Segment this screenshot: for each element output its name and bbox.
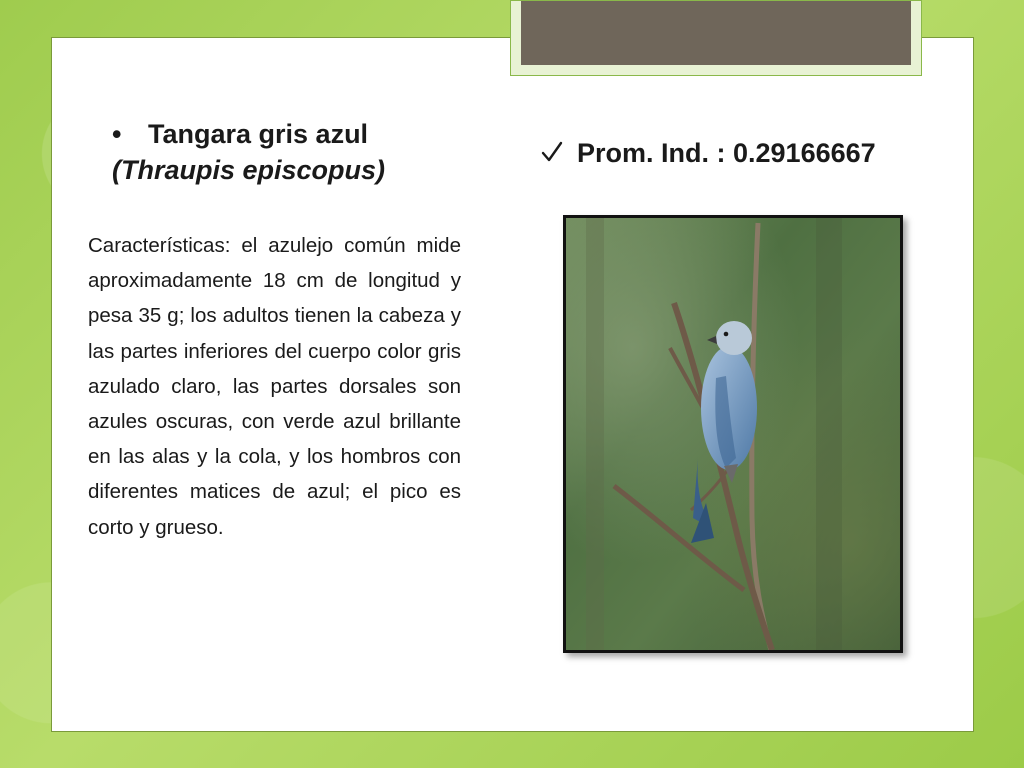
- prom-ind-line: [541, 138, 961, 169]
- species-description: Características: el azulejo común mide aproximadamente 18 cm de longitud y pesa 35 g; los adultos tienen la cabeza y las partes inferiores del cuerpo color gris azulado claro, las partes dorsales son azules oscuras, con verde azul brillante en las alas y la cola, y los hombros con diferentes matices de azul; el pico es corto y grueso.: [88, 234, 461, 539]
- species-bullet-line: [112, 117, 472, 153]
- bullet-icon: •: [112, 119, 122, 149]
- title-placeholder-box: [510, 0, 922, 76]
- bird-photo: [563, 215, 903, 653]
- checkmark-icon: [541, 140, 563, 164]
- species-common-name: Tangara gris azul: [148, 119, 369, 149]
- species-scientific-name: (Thraupis episcopus): [112, 154, 386, 185]
- species-heading: [112, 117, 472, 188]
- prom-ind-value: Prom. Ind. : 0.29166667: [577, 138, 876, 168]
- title-placeholder-fill: [521, 1, 911, 65]
- tanager-photo-illustration: [566, 218, 900, 650]
